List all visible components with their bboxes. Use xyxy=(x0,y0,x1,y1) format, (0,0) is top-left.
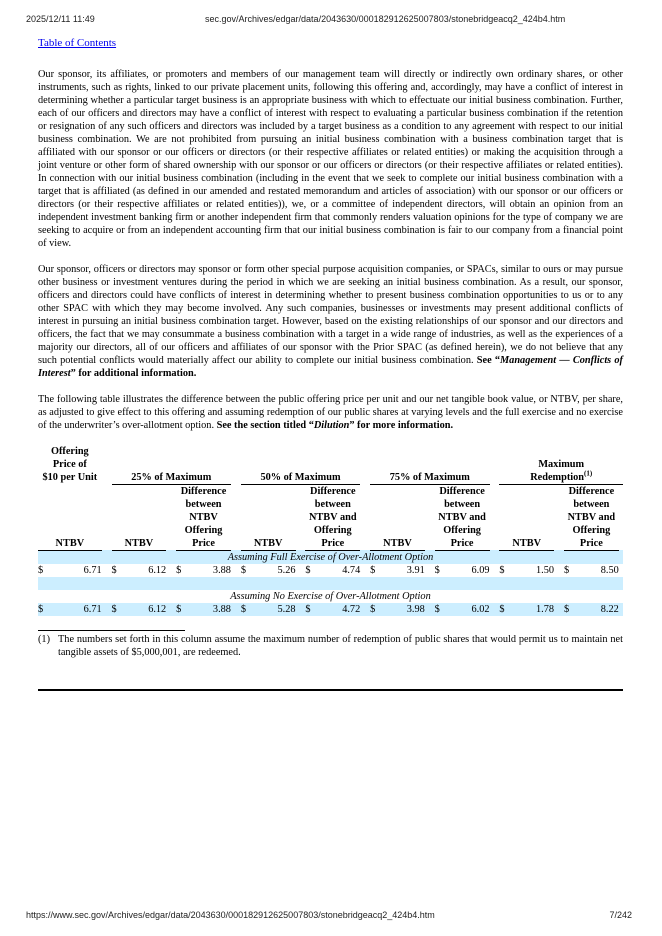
ntbv-header: NTBV xyxy=(241,484,296,550)
dilution-reference: Dilution xyxy=(313,420,350,431)
difference-header: Difference between NTBV and Offering Price xyxy=(564,484,619,550)
table-row: $ 6.71 $ 6.12 $ 3.88 $ 5.26 $ 4.74 $ 3.91 $ 6.09 $ 1.50 $ 8.50 xyxy=(38,564,619,576)
paragraph-sponsor-conflicts: Our sponsor, its affiliates, or promoters and members of our management team will directly or indirectly own ordinary shares, or other instruments, such as rights, linked to our private placement units, following this offering and, accordingly, may have a conflict of interest in determining whether a particular target business is an appropriate business with which to effectuate our initial business combination. Further, each of our officers and directors may have a conflict of interest with respect to evaluating a particular business combination if the retention or resignation of any such officers and directors was included by a target business as a condition to any agreement with respect to our initial business combination. We are not prohibited from pursuing an initial business combination with a business combination target that is affiliated with our sponsor or our officers or directors (or their respective affiliates or related entities) or making the acquisition through a joint venture or other form of shared ownership with our sponsor or our officers or directors (or their respective affiliates or related entities). In connection with our initial business combination (including in the event that we seek to complete our initial business combination with a target that is affiliated (as defined in our amended and restated memorandum and articles of association) with our sponsor or our officers or directors (or their respective affiliates or related entities)), we, or a committee of independent directors, will obtain an opinion from an independent investment banking firm or another independent firm that commonly renders valuation opinions for the type of company we are seeking to acquire or from an independent accounting firm that our initial business combination is fair to our company from a financial point of view. xyxy=(38,69,623,249)
ntbv-header: NTBV xyxy=(499,484,554,550)
paragraph-text: The following table illustrates the difference between the public offering price per unit and our net tangible book value, or NTBV, per share, as adjusted to give effect to this offering and assuming redemption of our public shares at varying levels and the full exercise and no exercise of the underwriter’s over-allotment option. xyxy=(38,394,623,431)
footnote-1 xyxy=(38,633,623,659)
footnote-mark: (1) xyxy=(38,633,51,645)
max-redemption-header: Maximum Redemption$^{(1)}$ xyxy=(499,445,623,484)
see-reference-prefix: See the section titled “ xyxy=(216,420,314,431)
section-caption-row xyxy=(38,590,623,603)
difference-header: Difference between NTBV and Offering Price xyxy=(305,484,360,550)
difference-header: Difference between NTBV Offering Price xyxy=(176,484,231,550)
pct50-header: 50% of Maximum xyxy=(241,445,360,484)
ntbv-header: NTBV xyxy=(38,484,102,550)
group-header-row xyxy=(38,445,623,484)
ntbv-header: NTBV xyxy=(370,484,425,550)
table-of-contents-link[interactable]: Table of Contents xyxy=(38,37,117,49)
document-body xyxy=(38,68,623,691)
pct25-header: 25% of Maximum xyxy=(112,445,231,484)
offering-price-header: Offering Price of $10 per Unit xyxy=(42,446,98,483)
browser-print-header xyxy=(0,14,662,28)
paragraph-text: Our sponsor, officers or directors may sponsor or form other special purpose acquisition companies, or SPACs, similar to ours or may pursue other business or investment ventures during the period in which we are seeking an initial business combination. As a result, our sponsor, officers and directors could have conflicts of interest in determining whether to present business combination opportunities to us or to any other SPAC with which they may become involved. Any such companies, businesses or investments may present additional conflicts of interest in pursuing an initial business combination target. However, based on the existing relationships of our sponsor and our directors and officers, the fact that we may consummate a business combination with a target in a wide range of industries, as well as the experiences of a majority our directors, all of our officers and affiliates of our sponsor with the Prior SPAC (as defined herein), we do not believe that any such potential conflicts would materially affect our ability to complete our initial business combination. xyxy=(38,264,623,366)
no-exercise-caption: Assuming No Exercise of Over-Allotment Option xyxy=(230,590,431,602)
print-header-url: sec.gov/Archives/edgar/data/2043630/000182912625007803/stonebridgeacq2_424b4.htm xyxy=(205,14,566,24)
see-reference-prefix: See “ xyxy=(476,355,501,366)
footnote-ref-1: (1) xyxy=(584,469,593,478)
paragraph-other-spacs xyxy=(38,263,623,380)
page-end-divider xyxy=(38,689,623,691)
see-reference-suffix: ” for additional information. xyxy=(70,368,197,379)
difference-header: Difference between NTBV and Offering Price xyxy=(435,484,490,550)
page-indicator: 7/242 xyxy=(609,910,632,920)
footnote-text: The numbers set forth in this column assume the maximum number of redemption of public shares that would permit us to maintain net tangible assets of $5,000,001, are redeemed. xyxy=(58,633,623,658)
print-datetime: 2025/12/11 11:49 xyxy=(26,14,95,24)
ntbv-header: NTBV xyxy=(112,484,167,550)
section-caption-row xyxy=(38,550,623,564)
table-row: $ 6.71 $ 6.12 $ 3.88 $ 5.28 $ 4.72 $ 3.98 $ 6.02 $ 1.78 $ 8.22 xyxy=(38,603,623,616)
pct75-header: 75% of Maximum xyxy=(370,445,489,484)
see-reference-suffix: ” for more information. xyxy=(349,420,454,431)
spacer-row xyxy=(38,577,623,590)
full-exercise-caption: Assuming Full Exercise of Over-Allotment Option xyxy=(38,550,623,564)
ntbv-dilution-table xyxy=(38,445,623,616)
sub-header-row xyxy=(38,484,623,550)
management-conflicts-reference: Management — Conflicts of Interest xyxy=(38,355,623,379)
print-footer-url: https://www.sec.gov/Archives/edgar/data/2043630/000182912625007803/stonebridgeacq2_424b4.htm xyxy=(26,910,435,920)
footnote-divider xyxy=(38,630,185,631)
paragraph-table-intro xyxy=(38,393,623,432)
